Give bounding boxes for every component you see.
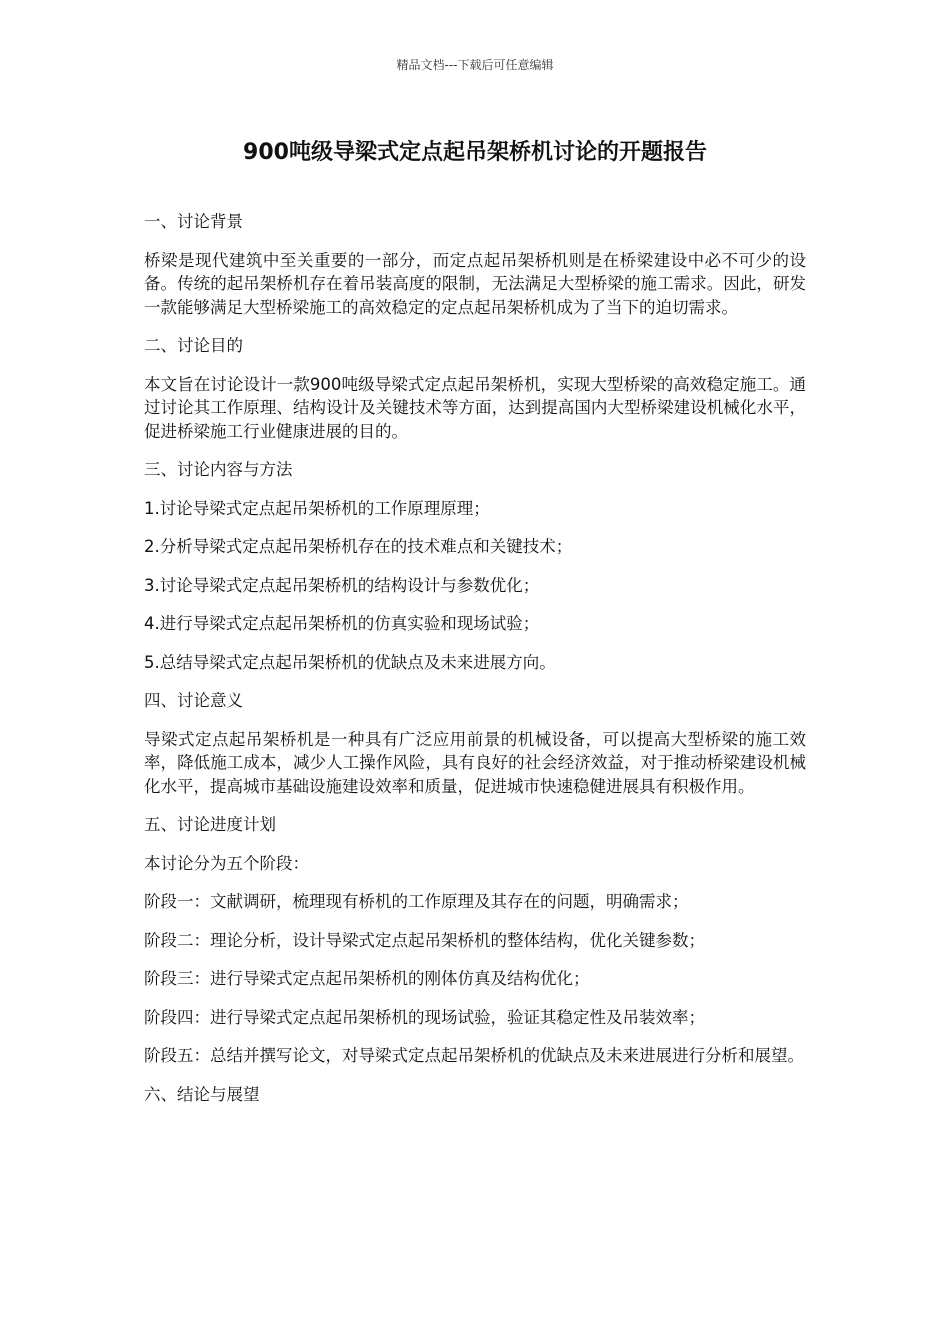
section-heading-significance: 四、讨论意义 [144,691,243,710]
section-heading-purpose: 二、讨论目的 [144,336,243,355]
list-item-content-2: 2.分析导梁式定点起吊架桥机存在的技术难点和关键技术； [144,537,573,556]
paragraph-purpose: 本文旨在讨论设计一款900吨级导梁式定点起吊架桥机，实现大型桥梁的高效稳定施工。通过讨论其工作原理、结构设计及关键技术等方面，达到提高国内大型桥梁建设机械化水平，促进桥梁施工行业健康进展的目的。 [144,374,806,441]
section-heading-schedule: 五、讨论进度计划 [144,815,276,834]
document-title: 900吨级导梁式定点起吊架桥机讨论的开题报告 [243,140,707,165]
header-watermark: 精品文档---下载后可任意编辑 [396,58,554,72]
section-heading-background: 一、讨论背景 [144,212,243,231]
list-item-content-5: 5.总结导梁式定点起吊架桥机的优缺点及未来进展方向。 [144,652,556,672]
section-heading-conclusion: 六、结论与展望 [144,1084,260,1104]
section-heading-content-methods: 三、讨论内容与方法 [144,460,293,479]
list-item-stage-4: 阶段四：进行导梁式定点起吊架桥机的现场试验，验证其稳定性及吊装效率； [144,1007,705,1027]
document-body [144,210,806,1121]
paragraph-schedule-intro: 本讨论分为五个阶段： [144,853,309,873]
list-item-content-1: 1.讨论导梁式定点起吊架桥机的工作原理原理； [144,498,490,518]
list-item-stage-3: 阶段三：进行导梁式定点起吊架桥机的刚体仿真及结构优化； [144,969,590,988]
paragraph-significance: 导梁式定点起吊架桥机是一种具有广泛应用前景的机械设备，可以提高大型桥梁的施工效率，降低施工成本，减少人工操作风险，具有良好的社会经济效益，对于推动桥梁建设机械化水平，提高城市基础设施建设效率和质量，促进城市快速稳健进展具有积极作用。 [144,729,806,796]
list-item-content-3: 3.讨论导梁式定点起吊架桥机的结构设计与参数优化； [144,575,540,595]
list-item-stage-2: 阶段二：理论分析，设计导梁式定点起吊架桥机的整体结构，优化关键参数； [144,930,705,950]
list-item-content-4: 4.进行导梁式定点起吊架桥机的仿真实验和现场试验； [144,614,540,633]
list-item-stage-1: 阶段一：文献调研，梳理现有桥机的工作原理及其存在的问题，明确需求； [144,892,689,911]
paragraph-background: 桥梁是现代建筑中至关重要的一部分，而定点起吊架桥机则是在桥梁建设中必不可少的设备。传统的起吊架桥机存在着吊装高度的限制，无法满足大型桥梁的施工需求。因此，研发一款能够满足大型桥梁施工的高效稳定的定点起吊架桥机成为了当下的迫切需求。 [144,250,806,317]
list-item-stage-5: 阶段五：总结并撰写论文，对导梁式定点起吊架桥机的优缺点及未来进展进行分析和展望。 [144,1046,804,1065]
